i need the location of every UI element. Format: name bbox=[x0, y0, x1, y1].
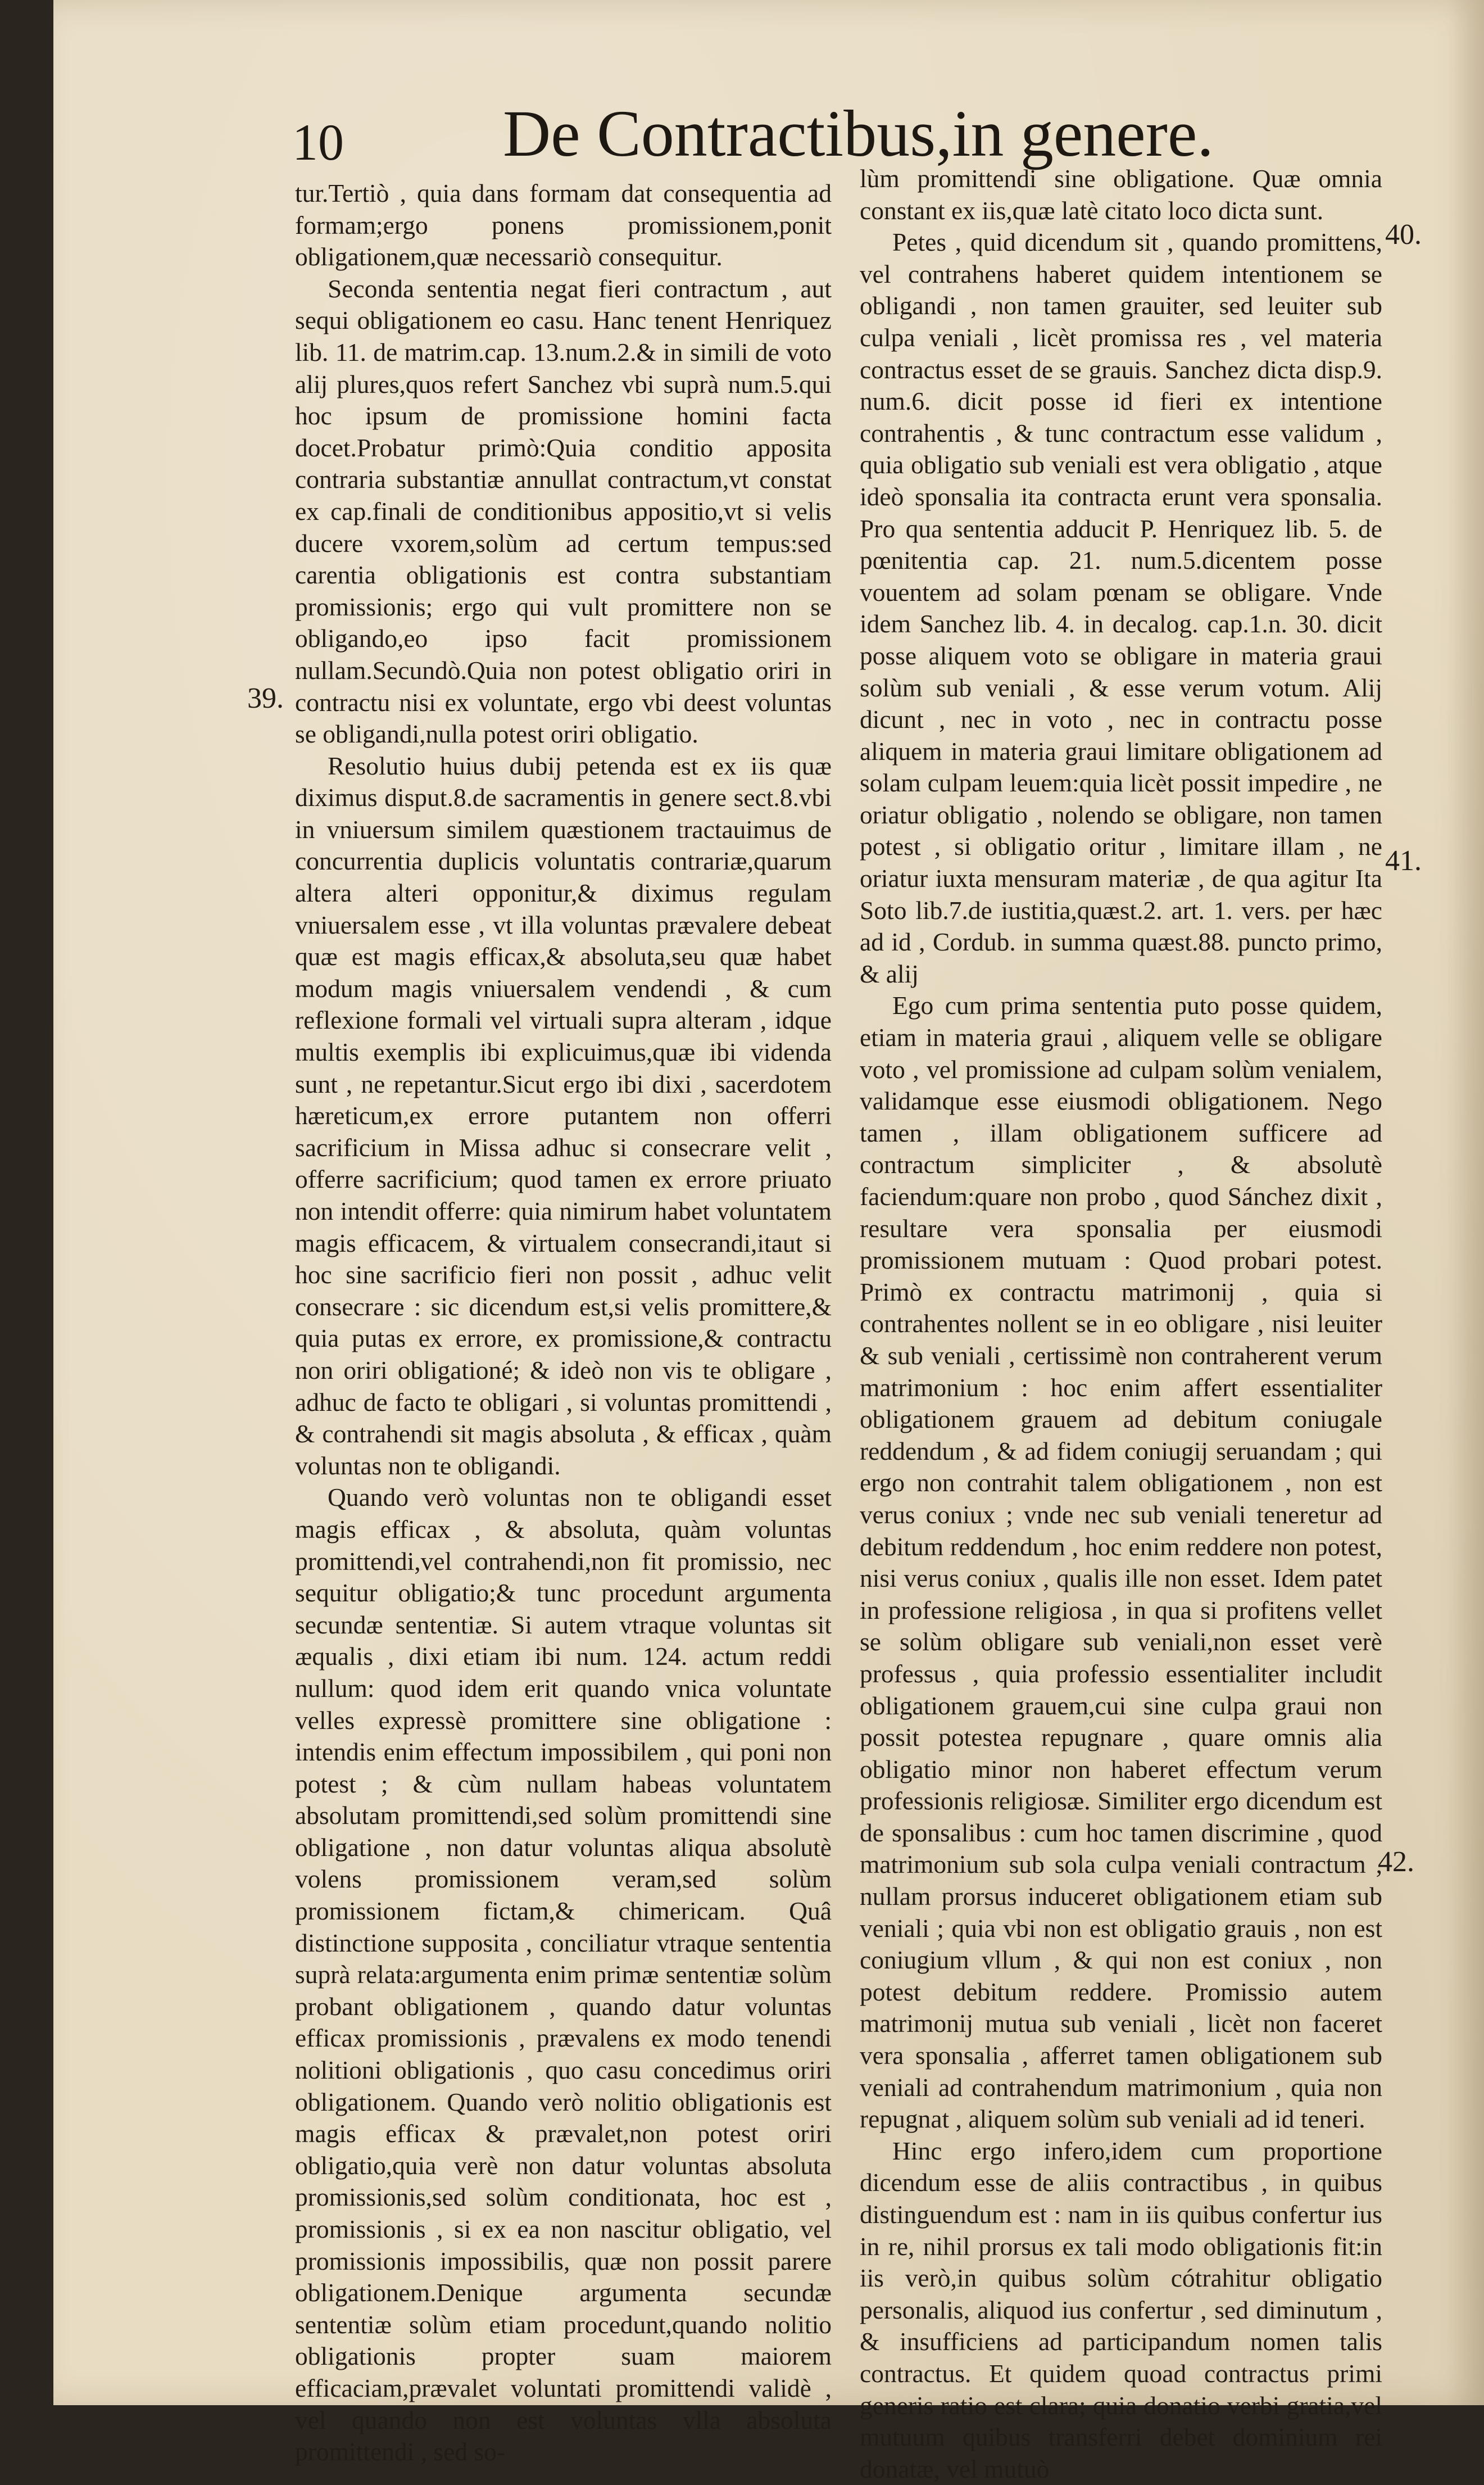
paragraph: Ego cum prima sententia puto posse quidem, etiam in materia graui , aliquem velle se obligare voto , vel promissione ad culpam solùm venialem, validamque esse eiusmodi obligationem. Nego tamen , illam obligationem sufficere ad contractum simpliciter , & absolutè faciendum:quare non probo , quod Sánchez dixit , resultare vera sponsalia per eiusmodi promissionem mutuam : Quod probari potest. Primò ex contractu matrimonij , quia si contrahentes nollent se in eo obligare , nisi leuiter & sub veniali , certissimè non contraherent verum matrimonium : hoc enim affert essentialiter obligationem grauem ad debitum coniugale reddendum , & ad fidem coniugij seruandam ; qui ergo non contrahit talem obligationem , non est verus coniux ; vnde nec sub veniali teneretur ad debitum reddendum , hoc enim reddere non potest, nisi verus coniux , qualis ille non esset. Idem patet in professione religiosa , in qua si profitens vellet se solùm obligare sub veniali,non esset verè professus , quia professio essentialiter includit obligationem grauem,cui sine culpa graui non possit potestea repugnare , quare omnis alia obligatio minor non haberet effectum verum professionis religiosæ. Similiter ergo dicendum est de sponsalibus : cum hoc tamen discrimine , quod matrimonium sub sola culpa veniali contractum , nullam prorsus induceret obligationem etiam sub veniali ; quia vbi non est obligatio grauis , non est coniugium vllum , & qui non est coniux , non potest debitum reddere. Promissio autem matrimonij mutua sub veniali , licèt non faceret vera sponsalia , afferret tamen obligationem sub veniali ad contrahendum matrimonium , quia non repugnat , aliquem solùm sub veniali ad id teneri. bbox=[860, 991, 1382, 2134]
paragraph: Petes , quid dicendum sit , quando promittens, vel contrahens haberet quidem intentionem se obligandi , non tamen grauiter, sed leuiter sub culpa veniali , licèt promissa res , vel materia contractus esset de se grauis. Sanchez dicta disp.9. num.6. dicit posse id fieri ex intentione contrahentis , & tunc contractum esse validum , quia obligatio sub veniali est vera obligatio , atque ideò sponsalia ita contracta erunt vera sponsalia. Pro qua sententia adducit P. Henriquez lib. 5. de pœnitentia cap. 21. num.5.dicentem posse vouentem ad solam pœnam se obligare. Vnde idem Sanchez lib. 4. in decalog. cap.1.n. 30. dicit posse aliquem voto se obligare in materia graui solùm sub veniali , & esse verum votum. Alij dicunt , nec in voto , nec in contractu posse aliquem in materia graui limitare obligationem ad solam culpam leuem:quia licèt possit impedire , ne oriatur obligatio , nolendo se obligare, non tamen potest , si obligatio oritur , limitare illam , ne oriatur iuxta mensuram materiæ , de qua agitur Ita Soto lib.7.de iustitia,quæst.2. art. 1. vers. per hæc ad id , Cordub. in summa quæst.88. puncto primo, & alij bbox=[860, 228, 1382, 988]
left-text-column bbox=[295, 178, 832, 2466]
page-gutter-shadow bbox=[1447, 0, 1484, 2405]
marginal-number-41: 41. bbox=[1385, 845, 1422, 877]
marginal-number-42: 42. bbox=[1378, 1846, 1414, 1878]
paragraph: Quando verò voluntas non te obligandi esset magis efficax , & absoluta, quàm voluntas promittendi,vel contrahendi,non fit promissio, nec sequitur obligatio;& tunc procedunt argumenta secundæ sententiæ. Si autem vtraque voluntas sit æqualis , dixi etiam ibi num. 124. actum reddi nullum: quod idem erit quando vnica voluntate velles expressè promittere sine obligatione : intendis enim effectum impossibilem , qui poni non potest ; & cùm nullam habeas voluntatem absolutam promittendi,sed solùm promittendi sine obligatione , non datur voluntas aliqua absolutè volens promissionem veram,sed solùm promissionem fictam,& chimericam. Quâ distinctione supposita , conciliatur vtraque sententia suprà relata:argumenta enim primæ sententiæ solùm probant obligationem , quando datur voluntas efficax promissionis , prævalens ex modo tenendi nolitioni obligationis , quo casu concedimus oriri obligationem. Quando verò nolitio obligationis est magis efficax & prævalet,non potest oriri obligatio,quia verè non datur voluntas absoluta promissionis,sed solùm conditionata, hoc est , promissionis , si ex ea non nascitur obligatio, vel promissionis impossibilis, quæ non possit parere obligationem.Denique argumenta secundæ sententiæ solùm etiam procedunt,quando nolitio obligationis propter suam maiorem efficaciam,prævalet voluntati promittendi validè , vel quando non est voluntas vlla absoluta promittendi , sed so- bbox=[295, 1483, 832, 2466]
paragraph: Hinc ergo infero,idem cum proportione dicendum esse de aliis contractibus , in quibus distinguendum est : nam in iis quibus confertur ius in re, nihil prorsus ex tali modo obligationis fit:in iis verò,in quibus solùm cótrahitur obligatio personalis, aliquod ius confertur , sed diminutum , & insufficiens ad participandum nomen talis contractus. Et quidem quoad contractus primi generis ratio est clara; quia donatio verbi gratia,vel mutuum quibus transferri debet dominium rei donatæ, vel mutuò bbox=[860, 2136, 1382, 2483]
paragraph: lùm promittendi sine obligatione. Quæ omnia constant ex iis,quæ latè citato loco dicta sunt. bbox=[860, 164, 1382, 225]
paragraph: Seconda sententia negat fieri contractum , aut sequi obligationem eo casu. Hanc tenent Henriquez lib. 11. de matrim.cap. 13.num.2.& in simili de voto alij plures,quos refert Sanchez vbi suprà num.5.qui hoc ipsum de promissione homini facta docet.Probatur primò:Quia conditio apposita contraria substantiæ annullat contractum,vt constat ex cap.finali de conditionibus appositio,vt si velis ducere vxorem,solùm ad certum tempus:sed carentia obligationis est contra substantiam promissionis; ergo qui vult promittere non se obligando,eo ipso facit promissionem nullam.Secundò.Quia non potest obligatio oriri in contractu nisi ex voluntate, ergo vbi deest voluntas se obligandi,nulla potest oriri obligatio. bbox=[295, 274, 832, 749]
marginal-number-39: 39. bbox=[247, 682, 284, 714]
paragraph: tur.Tertiò , quia dans formam dat consequentia ad formam;ergo ponens promissionem,ponit obligationem,quæ necessariò consequitur. bbox=[295, 179, 832, 271]
running-head: De Contractibus,in genere. bbox=[503, 97, 1214, 170]
paragraph: Resolutio huius dubij petenda est ex iis quæ diximus disput.8.de sacramentis in genere sect.8.vbi in vniuersum similem quæstionem tractauimus de concurrentia duplicis voluntatis contrariæ,quarum altera alteri opponitur,& diximus regulam vniuersalem esse , vt illa voluntas prævalere debeat quæ est magis efficax,& absoluta,seu quæ habet modum magis vniuersalem vendendi , & cum reflexione formali vel virtuali supra alteram , idque multis exemplis ibi explicuimus,quæ ibi videnda sunt , ne repetantur.Sicut ergo ibi dixi , sacerdotem hæreticum,ex errore putantem non offerri sacrificium in Missa adhuc si consecrare velit , offerre sacrificium; quod tamen ex errore priuato non intendit offerre: quia nimirum habet voluntatem magis efficacem, & virtualem consecrandi,itaut si hoc sine sacrificio fieri non possit , adhuc velit consecrare : sic dicendum est,si velis promittere,& quia putas ex errore, ex promissione,& contractu non oriri obligationé; & ideò non vis te obligare , adhuc de facto te obligari , si voluntas promittendi , & contrahendi sit magis absoluta , & efficax , quàm voluntas non te obligandi. bbox=[295, 751, 832, 1480]
marginal-number-40: 40. bbox=[1385, 219, 1422, 251]
page-number: 10 bbox=[292, 114, 344, 171]
right-text-column bbox=[860, 163, 1382, 2483]
